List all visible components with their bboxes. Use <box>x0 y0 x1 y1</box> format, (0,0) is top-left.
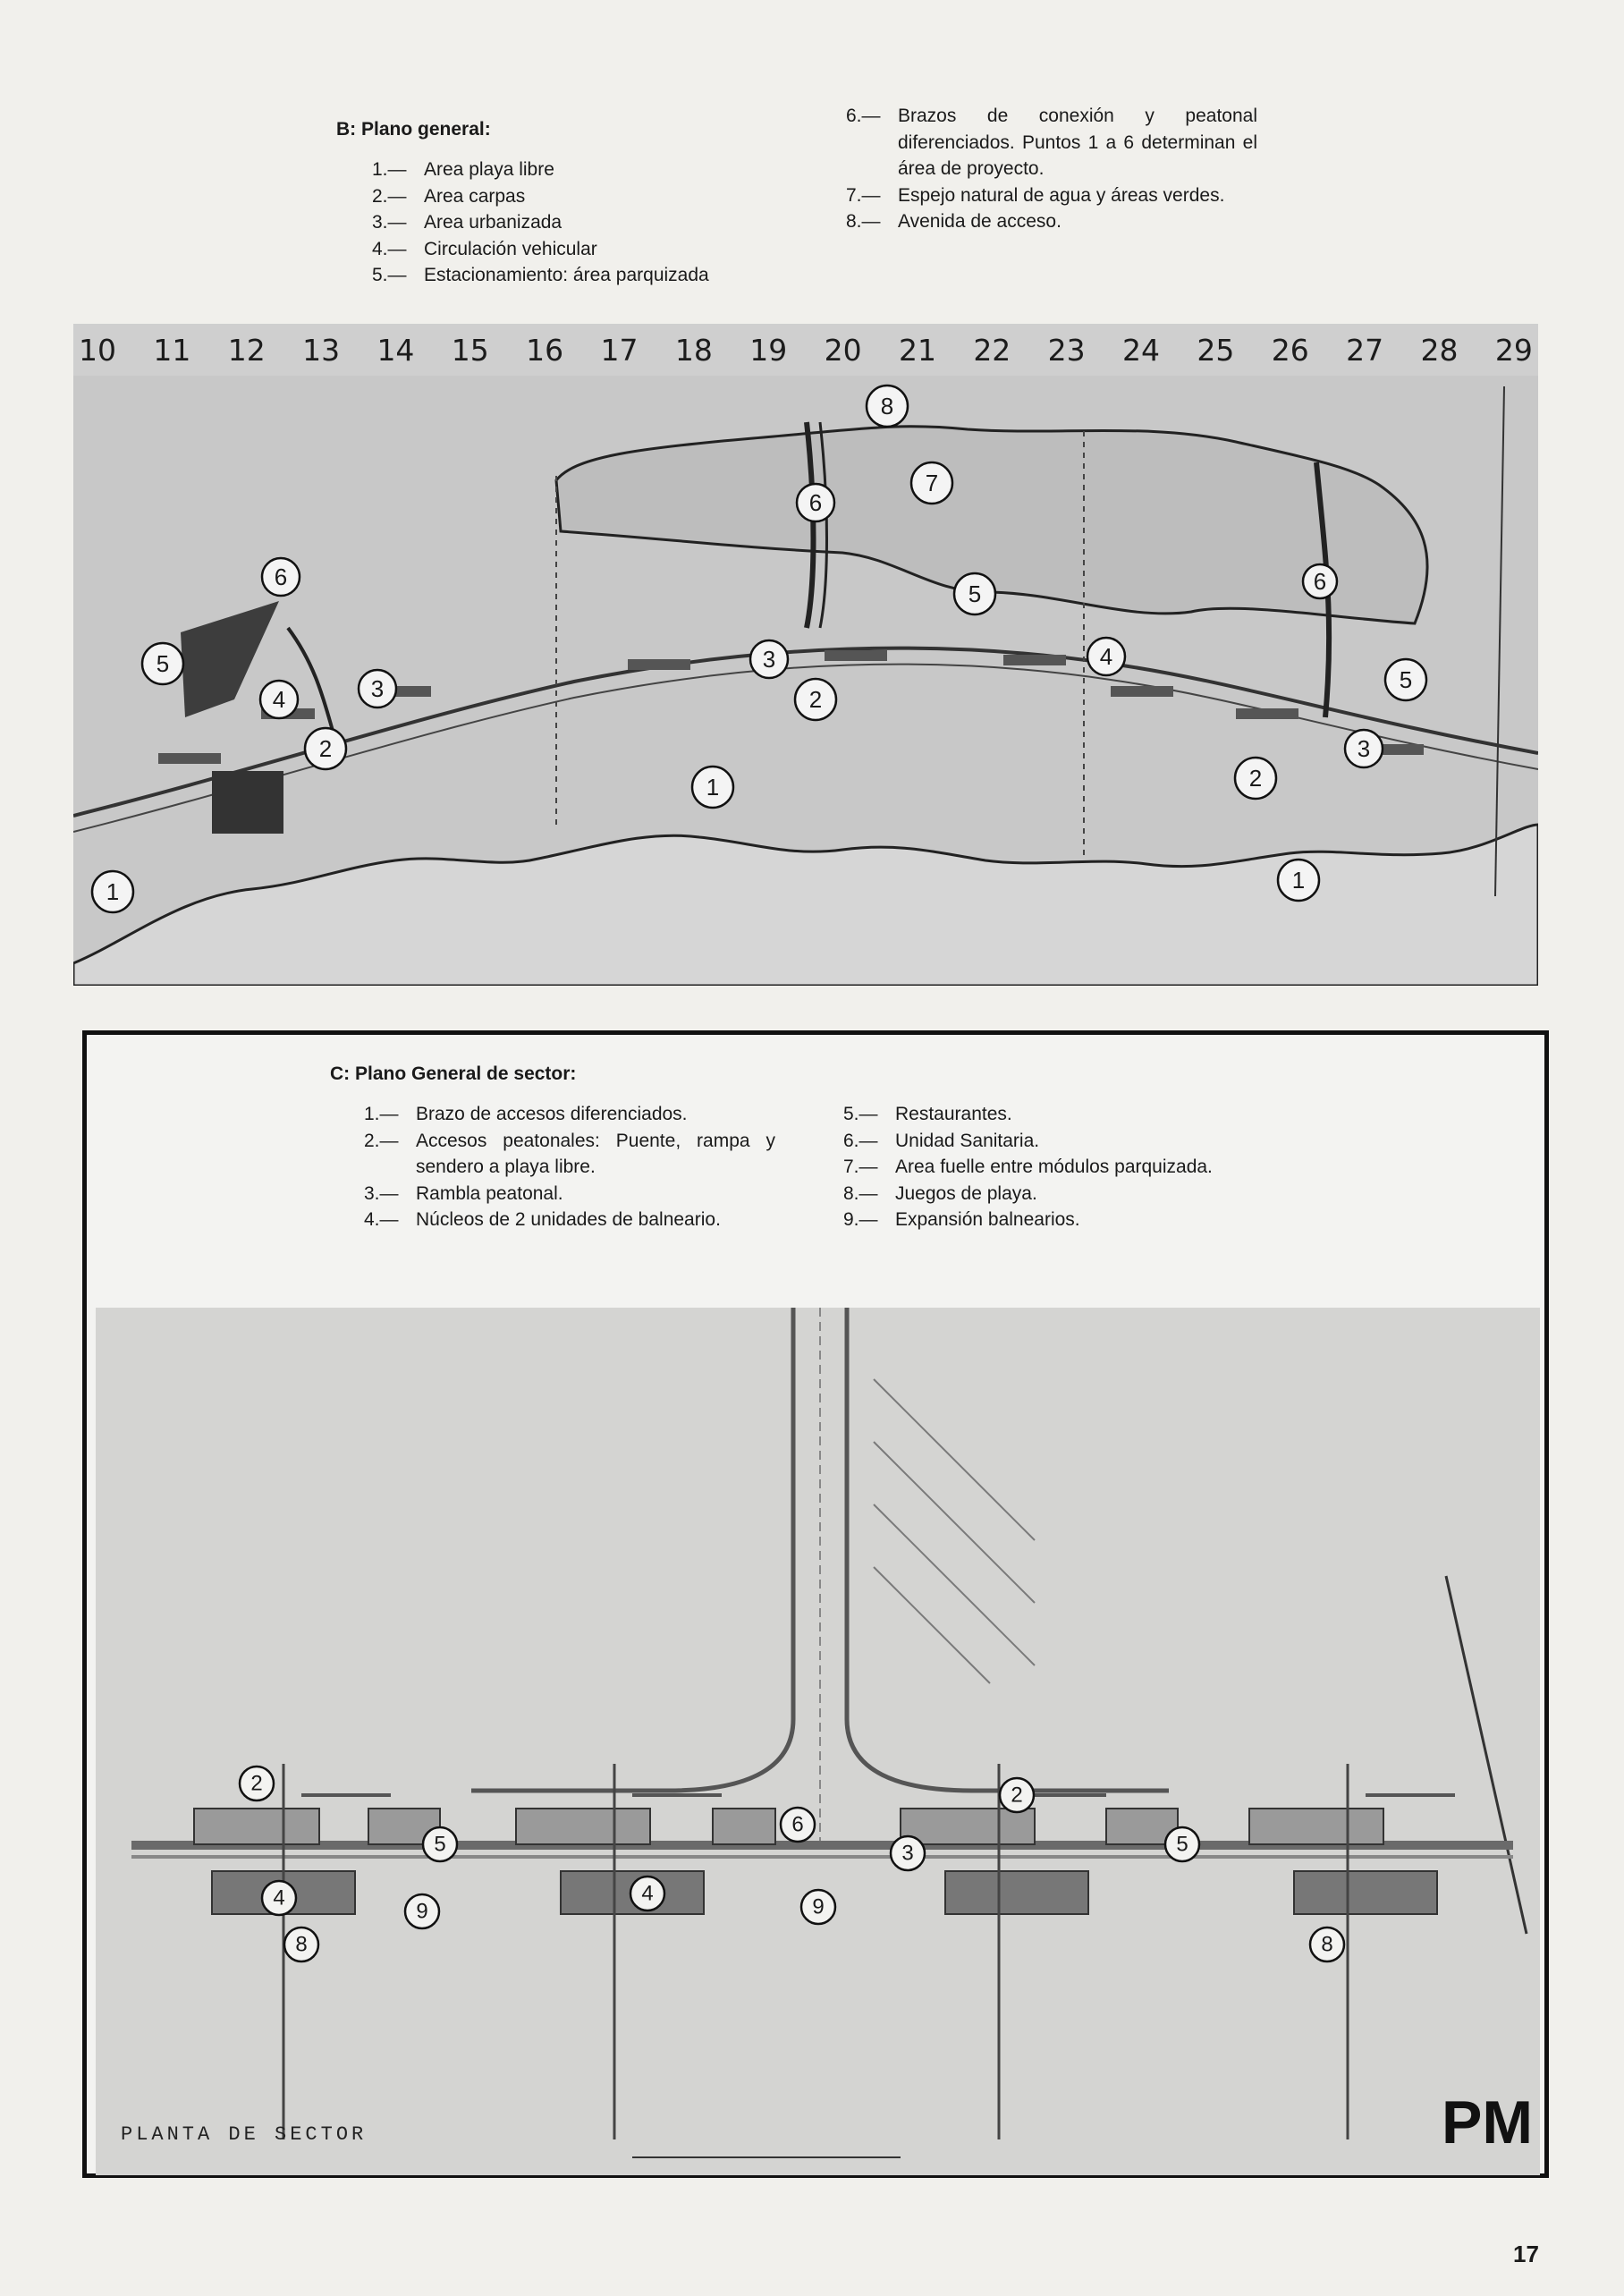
svg-text:2: 2 <box>808 686 823 713</box>
ruler-label: 14 <box>376 332 415 368</box>
svg-text:3: 3 <box>1357 735 1371 762</box>
svg-text:4: 4 <box>1099 643 1113 670</box>
ruler-label: 25 <box>1197 332 1235 368</box>
legend-item: 8.— Avenida de acceso. <box>846 211 1062 232</box>
ruler-label: 15 <box>451 332 489 368</box>
ruler-label: 27 <box>1346 332 1384 368</box>
svg-text:6: 6 <box>1313 568 1327 595</box>
ruler-label: 26 <box>1271 332 1309 368</box>
legend-item: 7.— Espejo natural de agua y áreas verdes. <box>846 184 1225 206</box>
legend-item: 2.— Accesos peatonales: Puente, rampa y sendero a playa libre. <box>364 1130 775 1177</box>
section-c-title: C: Plano General de sector: <box>330 1063 577 1084</box>
svg-text:9: 9 <box>416 1899 428 1924</box>
svg-text:5: 5 <box>968 580 982 607</box>
svg-text:1: 1 <box>1291 867 1306 894</box>
section-c-legend-left <box>364 1101 775 1233</box>
svg-text:5: 5 <box>1176 1832 1188 1857</box>
svg-text:1: 1 <box>106 878 120 905</box>
legend-item: 4.— Núcleos de 2 unidades de balneario. <box>364 1209 721 1230</box>
drawing-caption: PLANTA DE SECTOR <box>121 2123 368 2146</box>
legend-item: 3.— Area urbanizada <box>372 212 562 233</box>
legend-item: 4.— Circulación vehicular <box>372 238 597 259</box>
svg-text:4: 4 <box>641 1881 654 1906</box>
svg-text:1: 1 <box>706 774 720 801</box>
ruler-label: 12 <box>227 332 266 368</box>
svg-text:2: 2 <box>318 735 333 762</box>
ruler-label: 29 <box>1494 332 1533 368</box>
general-plan-callouts <box>73 324 1538 986</box>
svg-text:2: 2 <box>1011 1783 1023 1808</box>
pm-logo: PM <box>1442 2088 1533 2156</box>
section-b-legend-right <box>846 103 1257 235</box>
section-b-title: B: Plano general: <box>336 119 491 140</box>
svg-text:7: 7 <box>925 470 939 496</box>
ruler-label: 10 <box>79 332 116 368</box>
svg-text:2: 2 <box>1248 765 1263 792</box>
ruler-label: 17 <box>600 332 639 368</box>
svg-text:5: 5 <box>434 1832 446 1857</box>
legend-item: 3.— Rambla peatonal. <box>364 1182 563 1204</box>
section-c-legend-right <box>843 1101 1246 1233</box>
sector-plan-callouts <box>96 1308 1540 2175</box>
legend-item: 2.— Area carpas <box>372 185 526 207</box>
ruler-label: 11 <box>153 332 191 368</box>
general-plan-drawing <box>73 324 1538 986</box>
legend-item: 9.— Expansión balnearios. <box>843 1209 1080 1230</box>
svg-text:6: 6 <box>791 1812 804 1837</box>
svg-text:8: 8 <box>1321 1932 1333 1957</box>
legend-item: 6.— Brazos de conexión y peatonal diferenciados. Puntos 1 a 6 determinan el área de proyecto. <box>846 106 1257 179</box>
svg-text:6: 6 <box>274 563 288 590</box>
ruler-label: 19 <box>749 332 788 368</box>
svg-text:8: 8 <box>880 393 894 419</box>
page-number: 17 <box>1513 2241 1539 2267</box>
ruler-label: 16 <box>526 332 564 368</box>
ruler-label: 22 <box>973 332 1011 368</box>
legend-item: 6.— Unidad Sanitaria. <box>843 1130 1040 1151</box>
legend-item: 5.— Estacionamiento: área parquizada <box>372 265 709 285</box>
ruler-label: 24 <box>1122 332 1161 368</box>
svg-text:9: 9 <box>812 1894 825 1919</box>
legend-item: 8.— Juegos de playa. <box>843 1182 1037 1204</box>
svg-text:4: 4 <box>272 686 286 713</box>
svg-text:4: 4 <box>273 1885 285 1911</box>
ruler-label: 21 <box>898 332 936 368</box>
ruler-label: 28 <box>1420 332 1459 368</box>
ruler-label: 20 <box>824 332 862 368</box>
svg-text:5: 5 <box>1399 666 1413 693</box>
ruler-label: 13 <box>302 332 341 368</box>
section-b-legend-left <box>372 157 792 289</box>
legend-item: 1.— Area playa libre <box>372 159 554 180</box>
svg-text:5: 5 <box>156 650 170 677</box>
svg-text:6: 6 <box>808 489 823 516</box>
svg-text:8: 8 <box>295 1932 308 1957</box>
sector-plan-drawing <box>96 1308 1540 2175</box>
ruler-label: 23 <box>1047 332 1086 368</box>
svg-text:3: 3 <box>762 646 776 673</box>
svg-text:3: 3 <box>901 1841 914 1866</box>
sector-plan-panel <box>82 1030 1549 2178</box>
legend-item: 7.— Area fuelle entre módulos parquizada. <box>843 1156 1213 1177</box>
legend-item: 5.— Restaurantes. <box>843 1104 1012 1124</box>
ruler-label: 18 <box>674 332 713 368</box>
legend-item: 1.— Brazo de accesos diferenciados. <box>364 1104 688 1124</box>
svg-text:3: 3 <box>370 675 385 702</box>
svg-text:2: 2 <box>250 1771 263 1796</box>
